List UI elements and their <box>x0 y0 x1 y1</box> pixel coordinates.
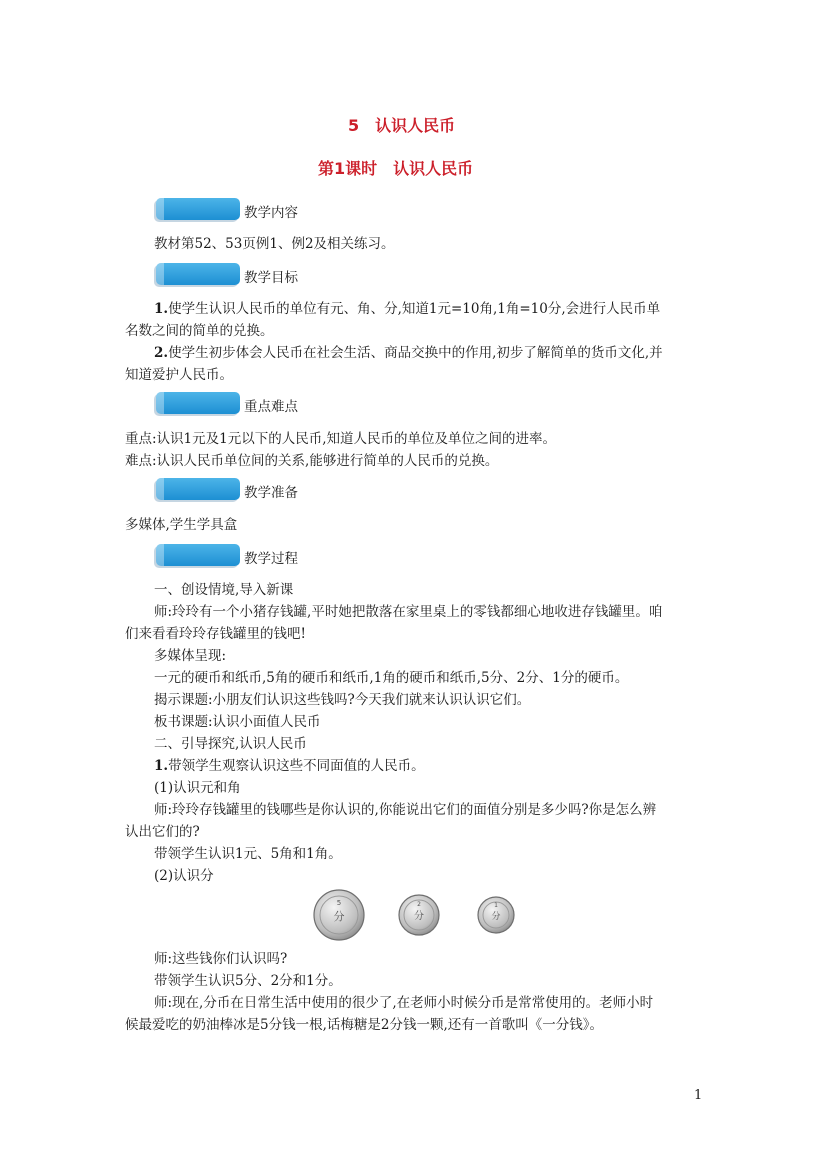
chapter-title: 5 认识人民币 <box>348 116 456 135</box>
process-paragraph: (1)认识元和角 <box>154 780 241 796</box>
lesson-title: 第1课时 认识人民币 <box>318 159 474 178</box>
process-paragraph: 带领学生认识5分、2分和1分。 <box>154 973 342 989</box>
section-label: 教学过程 <box>244 551 298 567</box>
prep-text: 多媒体,学生学具盒 <box>125 517 238 533</box>
process-paragraph: 师:玲玲存钱罐里的钱哪些是你认识的,你能说出它们的面值分别是多少吗?你是怎么辨 <box>154 802 657 818</box>
process-paragraph: 揭示课题:小朋友们认识这些钱吗?今天我们就来认识认识它们。 <box>154 692 531 708</box>
process-paragraph: 一元的硬币和纸币,5角的硬币和纸币,1角的硬币和纸币,5分、2分、1分的硬币。 <box>154 670 629 686</box>
coin-2-fen <box>399 895 439 935</box>
page-number: 1 <box>694 1088 703 1103</box>
section-header-content <box>156 197 356 221</box>
section-header-goals <box>156 262 356 286</box>
process-paragraph: 板书课题:认识小面值人民币 <box>154 714 321 730</box>
goal-2-line-1: 2.使学生初步体会人民币在社会生活、商品交换中的作用,初步了解简单的货币文化,并 <box>154 345 663 361</box>
fen-coins-illustration <box>312 889 522 941</box>
section-tab <box>156 544 240 566</box>
section-label: 教学内容 <box>244 205 298 221</box>
section-label: 重点难点 <box>244 399 298 415</box>
goal-2-line-2: 知道爱护人民币。 <box>125 367 233 383</box>
process-paragraph: 多媒体呈现: <box>154 648 227 664</box>
section-header-process <box>156 543 356 567</box>
coin-1-fen <box>478 897 514 933</box>
coin-unit: 分 <box>491 912 501 922</box>
coin-value: 1 <box>494 902 498 909</box>
section-label: 教学目标 <box>244 270 298 286</box>
coin-value: 5 <box>336 899 342 907</box>
goal-1-line-1: 1.使学生认识人民币的单位有元、角、分,知道1元=10角,1角=10分,会进行人民币单 <box>154 301 661 317</box>
section-tab <box>156 478 240 500</box>
key-point: 重点:认识1元及1元以下的人民币,知道人民币的单位及单位之间的进率。 <box>125 431 557 447</box>
difficult-point: 难点:认识人民币单位间的关系,能够进行简单的人民币的兑换。 <box>125 453 499 469</box>
process-paragraph: 认出它们的? <box>125 824 200 840</box>
process-paragraph: 师:玲玲有一个小猪存钱罐,平时她把散落在家里桌上的零钱都细心地收进存钱罐里。咱 <box>154 604 663 620</box>
coin-value: 2 <box>417 901 421 908</box>
process-paragraph: 们来看看玲玲存钱罐里的钱吧! <box>125 626 306 642</box>
section-tab <box>156 263 240 285</box>
coin-unit: 分 <box>414 911 424 922</box>
process-paragraph: (2)认识分 <box>154 868 214 884</box>
section-tab <box>156 198 240 220</box>
section-tab <box>156 392 240 414</box>
content-text: 教材第52、53页例1、例2及相关练习。 <box>154 236 395 252</box>
process-paragraph: 师:这些钱你们认识吗? <box>154 951 288 967</box>
process-paragraph: 候最爱吃的奶油棒冰是5分钱一根,话梅糖是2分钱一颗,还有一首歌叫《一分钱》。 <box>125 1017 604 1033</box>
section-label: 教学准备 <box>244 485 298 501</box>
coin-5-fen <box>314 890 364 940</box>
process-step-2: 二、引导探究,认识人民币 <box>154 736 307 752</box>
process-paragraph: 1.带领学生观察认识这些不同面值的人民币。 <box>154 758 425 774</box>
section-header-prep <box>156 477 356 501</box>
coin-unit: 分 <box>333 910 345 923</box>
process-step-1: 一、创设情境,导入新课 <box>154 582 294 598</box>
section-header-key <box>156 391 356 415</box>
process-paragraph: 师:现在,分币在日常生活中使用的很少了,在老师小时候分币是常常使用的。老师小时 <box>154 995 654 1011</box>
process-paragraph: 带领学生认识1元、5角和1角。 <box>154 846 342 862</box>
goal-1-line-2: 名数之间的简单的兑换。 <box>125 323 274 339</box>
